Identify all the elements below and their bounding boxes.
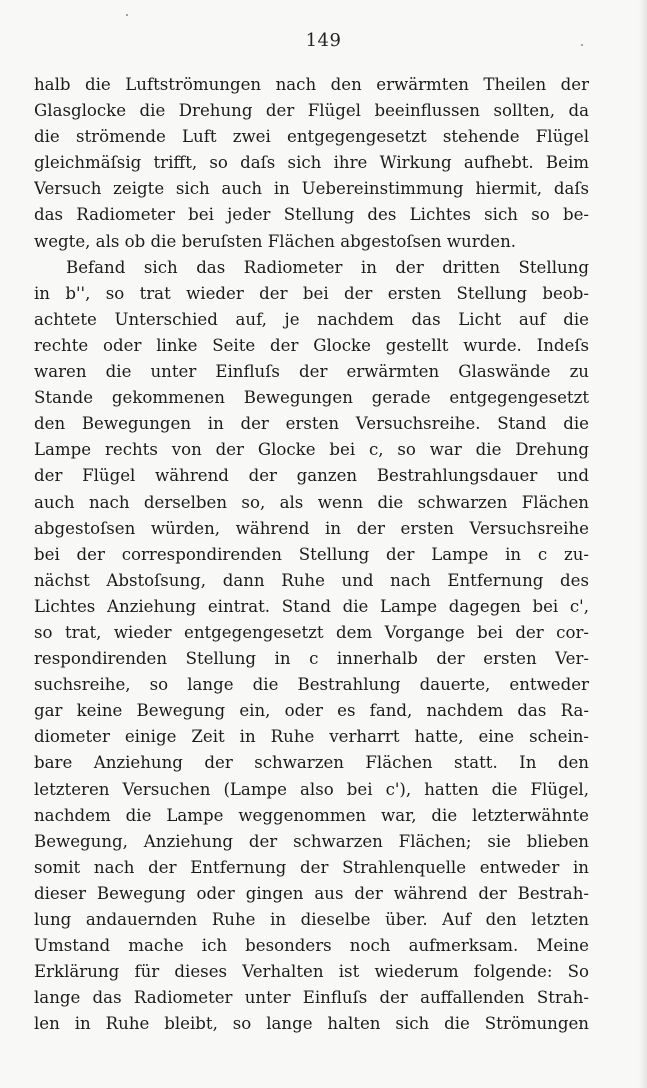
text-line: len in Ruhe bleibt, so lange halten sich die Strömungen [34,1014,589,1034]
text-line: nachdem die Lampe weggenommen war, die letzterwähnte [34,805,589,825]
paper-speck [581,44,583,46]
text-line: lange das Radiometer unter Einfluſs der auffallenden Strah- [34,988,589,1008]
paragraph-end-line: wegte, als ob die beruſsten Flächen abgestoſsen wurden. [34,231,517,251]
text-line: bare Anziehung der schwarzen Flächen statt. In den [34,753,589,773]
text-line: Erklärung für dieses Verhalten ist wiederum folgende: So [34,962,589,982]
text-line: in b'', so trat wieder der bei der ersten Stellung beob- [34,283,589,303]
page-edge-shadow [639,0,647,1088]
text-line: nächst Abstoſsung, dann Ruhe und nach Entfernung des [34,570,589,590]
text-line: Lichtes Anziehung eintrat. Stand die Lampe dagegen bei c', [34,596,589,616]
text-line: gleichmäſsig trifft, so daſs sich ihre Wirkung aufhebt. Beim [34,153,589,173]
text-line: achtete Unterschied auf, je nachdem das Licht auf die [34,309,589,329]
text-line: die strömende Luft zwei entgegengesetzt stehende Flügel [34,127,589,147]
text-line: diometer einige Zeit in Ruhe verharrt hatte, eine schein- [34,727,589,747]
text-line: suchsreihe, so lange die Bestrahlung dauerte, entweder [34,675,589,695]
text-line: der Flügel während der ganzen Bestrahlungsdauer und [34,466,589,486]
paper-speck [126,14,128,16]
text-line: Stande gekommenen Bewegungen gerade entgegengesetzt [34,388,589,408]
text-line: den Bewegungen in der ersten Versuchsreihe. Stand die [34,414,589,434]
text-line: letzteren Versuchen (Lampe also bei c'), hatten die Flügel, [34,779,589,799]
text-line: lung andauernden Ruhe in dieselbe über. Auf den letzten [34,910,589,929]
text-line: Umstand mache ich besonders noch aufmerksam. Meine [34,936,589,956]
text-line: bei der correspondirenden Stellung der Lampe in c zu- [34,544,589,564]
text-line: so trat, wieder entgegengesetzt dem Vorgange bei der cor- [34,622,589,642]
text-line: dieser Bewegung oder gingen aus der während der Bestrah- [34,883,589,903]
text-line: das Radiometer bei jeder Stellung des Lichtes sich so be- [34,205,589,225]
text-line: Versuch zeigte sich auch in Uebereinstimmung hiermit, daſs [34,179,589,199]
text-line: Bewegung, Anziehung der schwarzen Flächen; sie blieben [34,831,589,851]
text-line: Lampe rechts von der Glocke bei c, so war die Drehung [34,440,589,460]
paragraph-start-line: Befand sich das Radiometer in der dritten Stellung [66,257,589,277]
body-text [34,72,589,1037]
text-line: gar keine Bewegung ein, oder es fand, nachdem das Ra- [34,701,589,721]
text-line: abgestoſsen würden, während in der ersten Versuchsreihe [34,518,589,538]
page-number: 149 [305,30,342,51]
text-line: waren die unter Einfluſs der erwärmten Glaswände zu [34,362,589,382]
text-line: Glasglocke die Drehung der Flügel beeinflussen sollten, da [34,101,589,121]
text-line: respondirenden Stellung in c innerhalb der ersten Ver- [34,649,589,669]
text-line: auch nach derselben so, als wenn die schwarzen Flächen [34,492,589,512]
text-line: halb die Luftströmungen nach den erwärmten Theilen der [34,75,589,94]
text-line: somit nach der Entfernung der Strahlenquelle entweder in [34,857,589,877]
text-line: rechte oder linke Seite der Glocke gestellt wurde. Indeſs [34,335,589,355]
